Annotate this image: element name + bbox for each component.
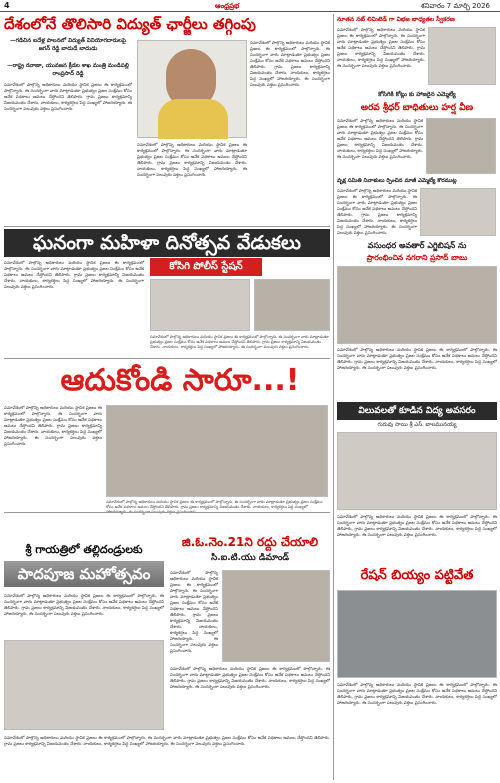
- headline-ration-rice: రేషన్ బియ్యం పట్టివేత: [360, 568, 474, 583]
- divider: [4, 512, 330, 513]
- padapuja-photo: [4, 640, 164, 730]
- article-nut-text: సమావేశంలో పాల్గొన్న అధికారులు మరియు స్థానిక ప్రజలు ఈ కార్యక్రమంలో పాల్గొన్నారు. ఈ సందర్భంగా వారు మాట్లాడుతూ ప్రభుత్వం ప్రజల సంక్షేమం కోసం అనేక పథకాలు అమలు చేస్తోందని తెలిపారు. గ్రామ ప్రజలు కార్యక్రమాన్ని విజయవంతం చేశారు. నాయకులు, కార్యకర్తలు పెద్ద సంఖ్యలో హాజరయ్యారు. ఈ సందర్భంగా పలువురు వక్తలు ప్రసంగించారు.: [337, 27, 425, 68]
- masthead: [0, 0, 500, 12]
- article-ration-text: సమావేశంలో పాల్గొన్న అధికారులు మరియు స్థానిక ప్రజలు ఈ కార్యక్రమంలో పాల్గొన్నారు. ఈ సందర్భంగా వారు మాట్లాడుతూ ప్రభుత్వం ప్రజల సంక్షేమం కోసం అనేక పథకాలు అమలు చేస్తోందని తెలిపారు. గ్రామ ప్రజలు కార్యక్రమాన్ని విజయవంతం చేశారు. నాయకులు, కార్యకర్తలు పెద్ద సంఖ్యలో హాజరయ్యారు. ఈ సందర్భంగా పలువురు వక్తలు ప్రసంగించారు.: [337, 682, 497, 705]
- divider: [4, 226, 330, 227]
- subhead-padapuja: పాదపూజ మహోత్సవం: [4, 561, 164, 587]
- burnt-field-photo: [106, 405, 328, 497]
- headline-help-us: ఆదుకోండి సారూ...!: [60, 363, 300, 398]
- subhead-citu: సి.ఐ.టి.యు డిమాండ్: [210, 553, 290, 563]
- womens-day-photo: [150, 279, 250, 331]
- kicker-exhibition: వసుంధర అవతార్ ఎగ్జిబిషన్ ను: [367, 241, 467, 250]
- article-tribute-text: సమావేశంలో పాల్గొన్న అధికారులు మరియు స్థానిక ప్రజలు ఈ కార్యక్రమంలో పాల్గొన్నారు. ఈ సందర్భంగా వారు మాట్లాడుతూ ప్రభుత్వం ప్రజల సంక్షేమం కోసం అనేక పథకాలు అమలు చేస్తోందని తెలిపారు. గ్రామ ప్రజలు కార్యక్రమాన్ని విజయవంతం చేశారు. నాయకులు, కార్యకర్తలు పెద్ద సంఖ్యలో హాజరయ్యారు. ఈ సందర్భంగా పలువురు వక్తలు ప్రసంగించారు.: [337, 188, 417, 235]
- article-electricity-text: సమావేశంలో పాల్గొన్న అధికారులు మరియు స్థానిక ప్రజలు ఈ కార్యక్రమంలో పాల్గొన్నారు. ఈ సందర్భంగా వారు మాట్లాడుతూ ప్రభుత్వం ప్రజల సంక్షేమం కోసం అనేక పథకాలు అమలు చేస్తోందని తెలిపారు. గ్రామ ప్రజలు కార్యక్రమాన్ని విజయవంతం చేశారు. నాయకులు, కార్యకర్తలు పెద్ద సంఖ్యలో హాజరయ్యారు. ఈ సందర్భంగా పలువురు వక్తలు ప్రసంగించారు.: [4, 82, 132, 111]
- article-womens-day-text: సమావేశంలో పాల్గొన్న అధికారులు మరియు స్థానిక ప్రజలు ఈ కార్యక్రమంలో పాల్గొన్నారు. ఈ సందర్భంగా వారు మాట్లాడుతూ ప్రభుత్వం ప్రజల సంక్షేమం కోసం అనేక పథకాలు అమలు చేస్తోందని తెలిపారు. గ్రామ ప్రజలు కార్యక్రమాన్ని విజయవంతం చేశారు. నాయకులు, కార్యకర్తలు పెద్ద సంఖ్యలో హాజరయ్యారు. ఈ సందర్భంగా పలువురు వక్తలు ప్రసంగించారు.: [4, 260, 144, 289]
- article-electricity-text-2: సమావేశంలో పాల్గొన్న అధికారులు మరియు స్థానిక ప్రజలు ఈ కార్యక్రమంలో పాల్గొన్నారు. ఈ సందర్భంగా వారు మాట్లాడుతూ ప్రభుత్వం ప్రజల సంక్షేమం కోసం అనేక పథకాలు అమలు చేస్తోందని తెలిపారు. గ్రామ ప్రజలు కార్యక్రమాన్ని విజయవంతం చేశారు. నాయకులు, కార్యకర్తలు పెద్ద సంఖ్యలో హాజరయ్యారు. ఈ సందర్భంగా పలువురు వక్తలు ప్రసంగించారు.: [137, 142, 247, 177]
- issue-date: శనివారం 7 మార్చి 2026: [420, 2, 490, 10]
- quote-2: —రాష్ట్ర రవాణా, యువజన క్రీడల శాఖ మంత్రి మండిపల్లి రాంప్రసాద్ రెడ్డి: [7, 63, 129, 77]
- headline-aravi: అరవ శ్రీధర్ బాధితులు హర్ష వీణ: [360, 103, 474, 113]
- subhead-police-station: కోసిగి పోలీస్ స్టేషన్: [150, 258, 262, 276]
- article-aravi-text: సమావేశంలో పాల్గొన్న అధికారులు మరియు స్థానిక ప్రజలు ఈ కార్యక్రమంలో పాల్గొన్నారు. ఈ సందర్భంగా వారు మాట్లాడుతూ ప్రభుత్వం ప్రజల సంక్షేమం కోసం అనేక పథకాలు అమలు చేస్తోందని తెలిపారు. గ్రామ ప్రజలు కార్యక్రమాన్ని విజయవంతం చేశారు. నాయకులు, కార్యకర్తలు పెద్ద సంఖ్యలో హాజరయ్యారు. ఈ సందర్భంగా పలువురు వక్తలు ప్రసంగించారు.: [337, 118, 423, 159]
- headline-electricity: దేశంలోనే తొలిసారి విద్యుత్ ఛార్జీలు తగ్గింపు: [4, 15, 256, 33]
- headline-nut-limited: నూతన నట్ లిమిటెడ్ గా విభజ బాధ్యతల స్వీకరణ: [337, 16, 455, 23]
- students-photo: [337, 432, 497, 510]
- kicker-mla: కోసిగికి కోట్లు కు హాజరైన ఎమ్మెల్యే: [378, 91, 456, 98]
- column-divider: [333, 14, 334, 780]
- headline-womens-day: ఘనంగా మహిళా దినోత్సవ వేడుకలు: [4, 229, 330, 257]
- article-citu-text-2: సమావేశంలో పాల్గొన్న అధికారులు మరియు స్థానిక ప్రజలు ఈ కార్యక్రమంలో పాల్గొన్నారు. ఈ సందర్భంగా వారు మాట్లాడుతూ ప్రభుత్వం ప్రజల సంక్షేమం కోసం అనేక పథకాలు అమలు చేస్తోందని తెలిపారు. గ్రామ ప్రజలు కార్యక్రమాన్ని విజయవంతం చేశారు. నాయకులు, కార్యకర్తలు పెద్ద సంఖ్యలో హాజరయ్యారు. ఈ సందర్భంగా పలువురు వక్తలు ప్రసంగించారు.: [170, 666, 330, 689]
- article-values-text: సమావేశంలో పాల్గొన్న అధికారులు మరియు స్థానిక ప్రజలు ఈ కార్యక్రమంలో పాల్గొన్నారు. ఈ సందర్భంగా వారు మాట్లాడుతూ ప్రభుత్వం ప్రజల సంక్షేమం కోసం అనేక పథకాలు అమలు చేస్తోందని తెలిపారు. గ్రామ ప్రజలు కార్యక్రమాన్ని విజయవంతం చేశారు. నాయకులు, కార్యకర్తలు పెద్ద సంఖ్యలో హాజరయ్యారు. ఈ సందర్భంగా పలువురు వక్తలు ప్రసంగించారు.: [337, 514, 497, 537]
- headline-tribute: వృక్ష సమితి నివాళులు ర్పించిన మాజీ ఎమ్మెల్యే కొరముట్ల: [337, 178, 457, 184]
- minister-photo: [137, 40, 247, 138]
- womens-day-photo-2: [254, 279, 330, 331]
- headline-values: విలువలతో కూడిన విద్య అవసరం: [337, 402, 497, 420]
- divider: [4, 358, 330, 359]
- burnt-field-caption: సమావేశంలో పాల్గొన్న అధికారులు మరియు స్థానిక ప్రజలు ఈ కార్యక్రమంలో పాల్గొన్నారు. ఈ సందర్భంగా వారు మాట్లాడుతూ ప్రభుత్వం ప్రజల సంక్షేమం కోసం అనేక పథకాలు అమలు చేస్తోందని తెలిపారు. గ్రామ ప్రజలు కార్యక్రమాన్ని విజయవంతం చేశారు. నాయకులు, కార్యకర్తలు పెద్ద సంఖ్యలో: [106, 499, 323, 509]
- quote-1: —గడిచిన ఐదేళ్ల పాలనలో విద్యుత్ వినియోగదారులపై జగన్ రెడ్డి బాదుడే బాదుడు: [10, 38, 126, 52]
- tribute-photo: [420, 188, 496, 236]
- aravi-photo: [426, 118, 496, 174]
- rice-bags-photo: [337, 590, 497, 678]
- article-help-us-text: సమావేశంలో పాల్గొన్న అధికారులు మరియు స్థానిక ప్రజలు ఈ కార్యక్రమంలో పాల్గొన్నారు. ఈ సందర్భంగా వారు మాట్లాడుతూ ప్రభుత్వం ప్రజల సంక్షేమం కోసం అనేక పథకాలు అమలు చేస్తోందని తెలిపారు. గ్రామ ప్రజలు కార్యక్రమాన్ని విజయవంతం చేశారు. నాయకులు, కార్యకర్తలు పెద్ద సంఖ్యలో హాజరయ్యారు. ఈ సందర్భంగా పలువురు వక్తలు ప్రసంగించారు.: [4, 405, 102, 446]
- article-gayatri-text-2: సమావేశంలో పాల్గొన్న అధికారులు మరియు స్థానిక ప్రజలు ఈ కార్యక్రమంలో పాల్గొన్నారు. ఈ సందర్భంగా వారు మాట్లాడుతూ ప్రభుత్వం ప్రజల సంక్షేమం కోసం అనేక పథకాలు అమలు చేస్తోందని తెలిపారు. గ్రామ ప్రజలు కార్యక్రమాన్ని విజయవంతం చేశారు. నాయకులు, కార్యకర్తలు పెద్ద సంఖ్యలో హాజరయ్యారు. ఈ సందర్భంగా పలువురు వక్తలు ప్రసంగించారు.: [4, 735, 330, 746]
- paper-name: ఆంధ్రప్రభ: [215, 2, 240, 10]
- exhibition-photo: [337, 266, 497, 344]
- page-number: 4: [4, 1, 10, 10]
- headline-gayatri: శ్రీ గాయత్రిలో తల్లిదండ్రులకు: [25, 543, 143, 556]
- office-photo: [428, 27, 496, 85]
- article-gayatri-text: సమావేశంలో పాల్గొన్న అధికారులు మరియు స్థానిక ప్రజలు ఈ కార్యక్రమంలో పాల్గొన్నారు. ఈ సందర్భంగా వారు మాట్లాడుతూ ప్రభుత్వం ప్రజల సంక్షేమం కోసం అనేక పథకాలు అమలు చేస్తోందని తెలిపారు. గ్రామ ప్రజలు కార్యక్రమాన్ని విజయవంతం చేశారు. నాయకులు, కార్యకర్తలు పెద్ద సంఖ్యలో హాజరయ్యారు. ఈ సందర్భంగా పలువురు వక్తలు ప్రసంగించారు.: [4, 593, 164, 616]
- article-electricity-text-3: సమావేశంలో పాల్గొన్న అధికారులు మరియు స్థానిక ప్రజలు ఈ కార్యక్రమంలో పాల్గొన్నారు. ఈ సందర్భంగా వారు మాట్లాడుతూ ప్రభుత్వం ప్రజల సంక్షేమం కోసం అనేక పథకాలు అమలు చేస్తోందని తెలిపారు. గ్రామ ప్రజలు కార్యక్రమాన్ని విజయవంతం చేశారు. నాయకులు, కార్యకర్తలు పెద్ద సంఖ్యలో హాజరయ్యారు. ఈ సందర్భంగా పలువురు వక్తలు ప్రసంగించారు.: [250, 40, 330, 87]
- article-citu-text: సమావేశంలో పాల్గొన్న అధికారులు మరియు స్థానిక ప్రజలు ఈ కార్యక్రమంలో పాల్గొన్నారు. ఈ సందర్భంగా వారు మాట్లాడుతూ ప్రభుత్వం ప్రజల సంక్షేమం కోసం అనేక పథకాలు అమలు చేస్తోందని తెలిపారు. గ్రామ ప్రజలు కార్యక్రమాన్ని విజయవంతం చేశారు. నాయకులు, కార్యకర్తలు పెద్ద సంఖ్యలో హాజరయ్యారు. ఈ సందర్భంగా పలువురు వక్తలు ప్రసంగించారు.: [170, 570, 218, 653]
- headline-exhibition: ప్రారంభించిన నగరాని ప్రసాద్ బాబు: [366, 253, 468, 262]
- womens-day-caption: సమావేశంలో పాల్గొన్న అధికారులు మరియు స్థానిక ప్రజలు ఈ కార్యక్రమంలో పాల్గొన్నారు. ఈ సందర్భంగా వారు మాట్లాడుతూ ప్రభుత్వం ప్రజల సంక్షేమం కోసం అనేక పథకాలు అమలు చేస్తోందని తెలిపారు. గ్రామ ప్రజలు కార్యక్రమాన్ని విజయవంతం చేశారు. నాయకులు, కార్యకర్తలు పెద్ద సంఖ్యలో హాజరయ్యారు. ఈ సందర్భంగా పలువురు వక్తలు ప్రసంగించారు.: [150, 334, 329, 349]
- protest-photo: [222, 570, 330, 662]
- article-exhibition-text: సమావేశంలో పాల్గొన్న అధికారులు మరియు స్థానిక ప్రజలు ఈ కార్యక్రమంలో పాల్గొన్నారు. ఈ సందర్భంగా వారు మాట్లాడుతూ ప్రభుత్వం ప్రజల సంక్షేమం కోసం అనేక పథకాలు అమలు చేస్తోందని తెలిపారు. గ్రామ ప్రజలు కార్యక్రమాన్ని విజయవంతం చేశారు. నాయకులు, కార్యకర్తలు పెద్ద సంఖ్యలో హాజరయ్యారు. ఈ సందర్భంగా పలువురు వక్తలు ప్రసంగించారు.: [337, 347, 497, 370]
- subhead-values: గురువు సాయి శ్రీ ఎస్. బాలమునయ్య: [377, 422, 457, 428]
- headline-go21: జి.ఓ.నెం.21ని రద్దు చేయాలి: [181, 535, 319, 549]
